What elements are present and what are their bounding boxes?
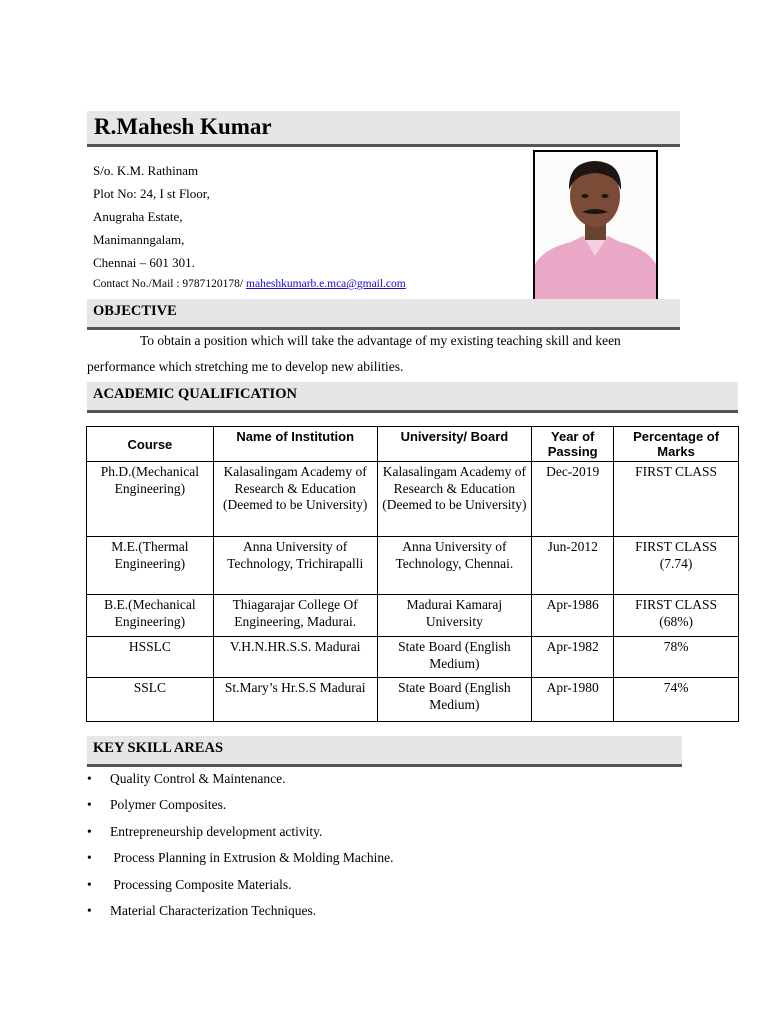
cell-course: B.E.(Mechanical Engineering) — [87, 595, 214, 637]
bullet-icon: • — [87, 823, 92, 839]
skill-text: Processing Composite Materials. — [110, 876, 292, 892]
academic-section-bar — [87, 382, 738, 413]
cell-percentage: 78% — [614, 637, 739, 678]
contact-line — [93, 278, 406, 290]
list-item — [87, 766, 393, 792]
cell-university: State Board (English Medium) — [377, 637, 532, 678]
cell-institution: Kalasalingam Academy of Research & Education (Deemed to be University) — [213, 462, 377, 537]
table-row — [87, 678, 739, 722]
header-institution: Name of Institution — [213, 427, 377, 462]
objective-line-1: To obtain a position which will take the advantage of my existing teaching skill and keen — [140, 333, 621, 348]
cell-university: Kalasalingam Academy of Research & Education (Deemed to be University) — [377, 462, 532, 537]
address-line-2: Plot No: 24, I st Floor, — [93, 186, 210, 201]
skills-title: KEY SKILL AREAS — [93, 740, 224, 756]
skill-text: Material Characterization Techniques. — [110, 902, 317, 918]
cell-year: Dec-2019 — [532, 462, 614, 537]
table-row — [87, 637, 739, 678]
header-course: Course — [87, 427, 214, 462]
cell-percentage: FIRST CLASS (7.74) — [614, 537, 739, 595]
header-percentage: Percentage of Marks — [614, 427, 739, 462]
skill-text: Quality Control & Maintenance. — [110, 771, 286, 786]
candidate-name: R.Mahesh Kumar — [94, 114, 272, 139]
address-line-4: Manimanngalam, — [93, 232, 185, 247]
skills-list — [87, 766, 393, 924]
academic-title: ACADEMIC QUALIFICATION — [93, 386, 297, 402]
table-row — [87, 537, 739, 595]
cell-percentage: FIRST CLASS (68%) — [614, 595, 739, 637]
cell-year: Apr-1982 — [532, 637, 614, 678]
address-line-5: Chennai – 601 301. — [93, 255, 195, 270]
cell-course: SSLC — [87, 678, 214, 722]
cell-percentage: FIRST CLASS — [614, 462, 739, 537]
skill-text: Polymer Composites. — [110, 797, 227, 813]
cell-university: State Board (English Medium) — [377, 678, 532, 722]
cell-year: Apr-1986 — [532, 595, 614, 637]
name-header-bar — [87, 111, 680, 147]
list-item — [87, 872, 393, 898]
cell-institution: V.H.N.HR.S.S. Madurai — [213, 637, 377, 678]
bullet-icon: • — [87, 771, 92, 786]
header-university: University/ Board — [377, 427, 532, 462]
list-item — [87, 792, 393, 818]
contact-label: Contact No./Mail : 9787120178/ — [93, 278, 247, 290]
cell-institution: Anna University of Technology, Trichirapalli — [213, 537, 377, 595]
cell-year: Jun-2012 — [532, 537, 614, 595]
bullet-icon: • — [87, 797, 92, 813]
list-item — [87, 819, 393, 845]
list-item — [87, 898, 393, 924]
objective-title: OBJECTIVE — [93, 303, 177, 319]
table-row — [87, 595, 739, 637]
objective-section-bar — [87, 299, 680, 330]
cell-percentage: 74% — [614, 678, 739, 722]
address-line-1: S/o. K.M. Rathinam — [93, 163, 199, 178]
table-row — [87, 462, 739, 537]
cell-year: Apr-1980 — [532, 678, 614, 722]
cell-course: HSSLC — [87, 637, 214, 678]
skill-text: Process Planning in Extrusion & Molding Machine. — [110, 850, 394, 866]
cell-university: Madurai Kamaraj University — [377, 595, 532, 637]
address-line-3: Anugraha Estate, — [93, 209, 183, 224]
skill-text: Entrepreneurship development activity. — [110, 823, 323, 839]
cell-course: Ph.D.(Mechanical Engineering) — [87, 462, 214, 537]
objective-line-2: performance which stretching me to develop new abilities. — [87, 359, 404, 374]
cell-institution: St.Mary’s Hr.S.S Madurai — [213, 678, 377, 722]
list-item — [87, 845, 393, 871]
profile-photo — [533, 150, 658, 301]
bullet-icon: • — [87, 876, 92, 892]
cell-university: Anna University of Technology, Chennai. — [377, 537, 532, 595]
email-link[interactable]: maheshkumarb.e.mca@gmail.com — [246, 278, 406, 290]
bullet-icon: • — [87, 850, 92, 866]
cell-institution: Thiagarajar College Of Engineering, Madurai. — [213, 595, 377, 637]
skills-section-bar — [87, 736, 682, 767]
bullet-icon: • — [87, 902, 92, 918]
cell-course: M.E.(Thermal Engineering) — [87, 537, 214, 595]
table-header-row — [87, 427, 739, 462]
header-year: Year of Passing — [532, 427, 614, 462]
person-portrait-icon — [535, 152, 656, 299]
academic-table — [86, 426, 739, 722]
